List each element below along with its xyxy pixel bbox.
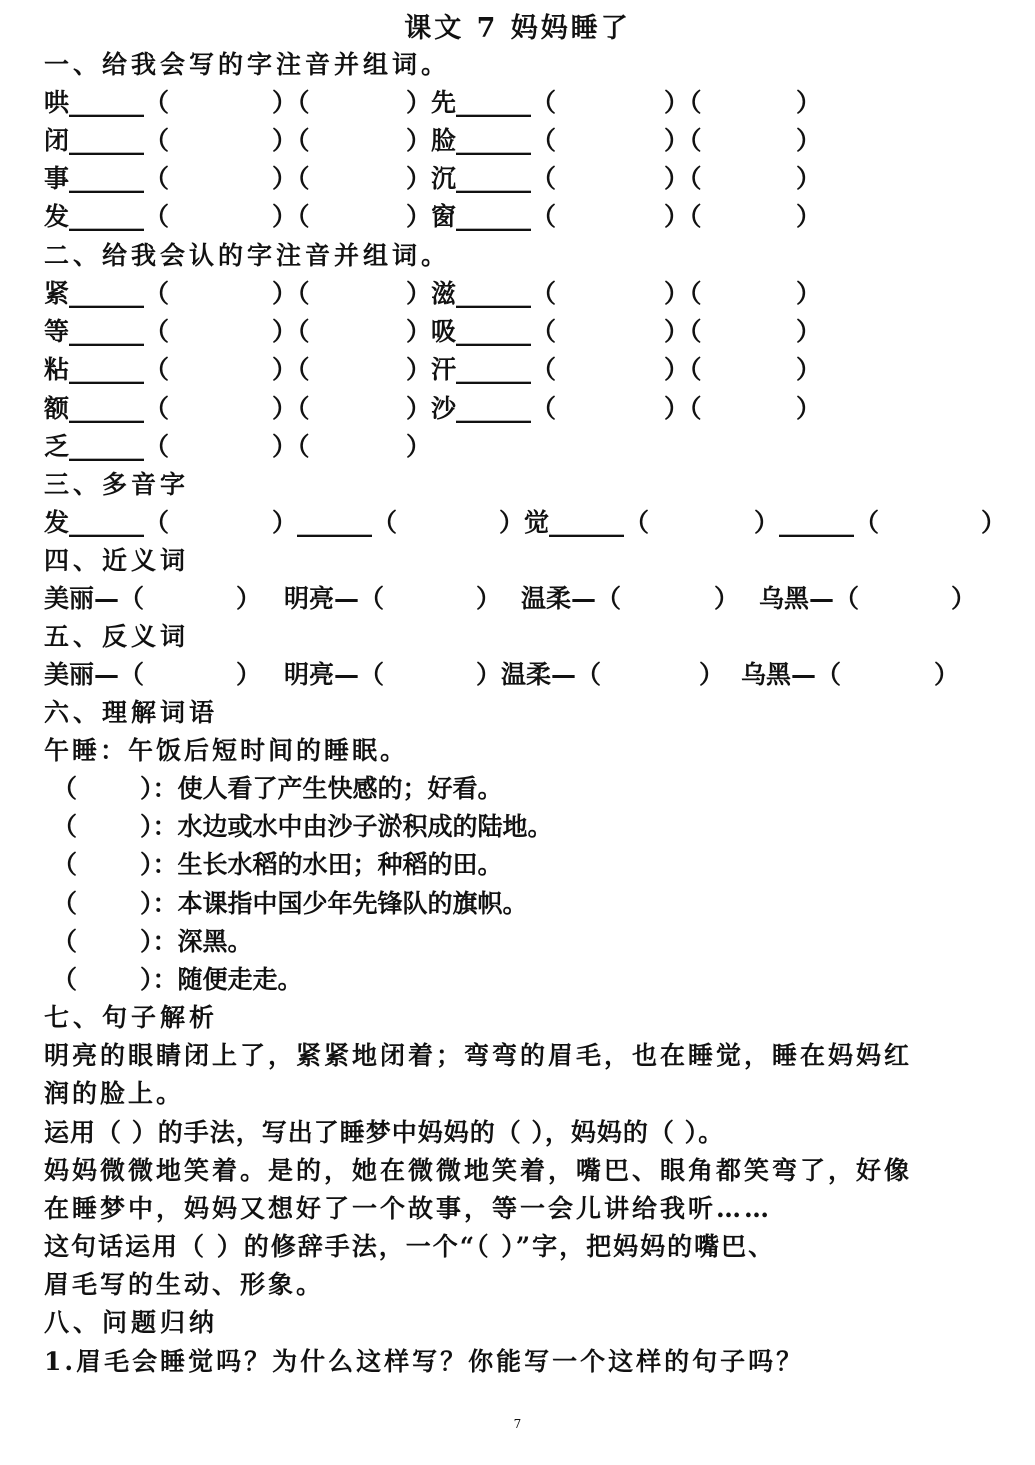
section-3-heading: 三、多音字: [44, 470, 190, 499]
cell: 哄______（: [44, 88, 170, 117]
cell: ）: [406, 432, 432, 461]
cell: ）: [476, 584, 502, 613]
cell: ）（: [272, 164, 310, 193]
cell: 等______（: [44, 317, 170, 346]
section-7-heading: 七、句子解析: [44, 1003, 219, 1032]
list-item: [52, 769, 1012, 807]
table-row: [44, 503, 1007, 541]
definition-text: ）：生长水稻的水田；种稻的田。: [140, 850, 503, 879]
table-row: [44, 312, 1004, 350]
cell: 紧______（: [44, 279, 170, 308]
cell: 发______（: [44, 202, 170, 231]
paragraph-line: 运用（ ）的手法，写出了睡梦中妈妈的（ ），妈妈的（ ）。: [44, 1118, 725, 1147]
cell: 温柔—（: [521, 584, 622, 613]
cell: ）: [796, 355, 822, 384]
cell: 乌黑—（: [759, 584, 860, 613]
list-item: [52, 807, 1012, 845]
cell: ）: [236, 660, 262, 689]
paren-open: （: [52, 774, 78, 803]
cell: ）: [796, 317, 822, 346]
paragraph-line: 润的脸上。: [44, 1079, 185, 1108]
cell: 额______（: [44, 394, 170, 423]
table-row: [44, 83, 1004, 121]
paragraph-line: 妈妈微微地笑着。是的，她在微微地笑着，嘴巴、眼角都笑弯了，好像: [44, 1156, 913, 1185]
cell: 乏______（: [44, 432, 170, 461]
cell: 美丽—（: [44, 660, 145, 689]
cell: 粘______（: [44, 355, 170, 384]
cell: ）（: [272, 202, 310, 231]
cell: ）汗______（: [406, 355, 557, 384]
cell: ）（: [664, 88, 702, 117]
example-definition: 午睡：午饭后短时间的睡眠。: [44, 736, 409, 765]
table-row: [44, 197, 1004, 235]
definition-text: ）：随便走走。: [140, 965, 303, 994]
page-number: 7: [513, 1417, 522, 1431]
paragraph-line: 眉毛写的生动、形象。: [44, 1270, 325, 1299]
list-item: [52, 922, 1012, 960]
cell: ）（: [664, 355, 702, 384]
cell: ）（: [272, 88, 310, 117]
section-8-heading: 八、问题归纳: [44, 1308, 219, 1337]
cell: ）: [796, 164, 822, 193]
paren-open: （: [52, 850, 78, 879]
cell: ）先______（: [406, 88, 557, 117]
table-row: [44, 579, 1004, 617]
cell: ）（: [664, 279, 702, 308]
cell: ）: [796, 202, 822, 231]
cell: ）: [796, 126, 822, 155]
cell: ）: [796, 279, 822, 308]
cell: ）（: [272, 432, 310, 461]
cell: ）: [699, 660, 725, 689]
cell: ）温柔—（: [476, 660, 602, 689]
cell: 明亮—（: [284, 660, 385, 689]
cell: ）吸______（: [406, 317, 557, 346]
cell: ）（: [664, 202, 702, 231]
cell: ）沉______（: [406, 164, 557, 193]
table-row: [44, 389, 1004, 427]
cell: 事______（: [44, 164, 170, 193]
definition-text: ）：深黑。: [140, 927, 253, 956]
cell: ）: [714, 584, 740, 613]
cell: 乌黑—（: [741, 660, 842, 689]
section-2-heading: 二、给我会认的字注音并组词。: [44, 241, 451, 270]
cell: ）觉______（: [499, 508, 650, 537]
section-4-heading: 四、近义词: [44, 546, 190, 575]
cell: ）（: [272, 355, 310, 384]
cell: ）沙______（: [406, 394, 557, 423]
paragraph-line: 明亮的眼睛闭上了，紧紧地闭着；弯弯的眉毛，也在睡觉，睡在妈妈红: [44, 1041, 913, 1070]
list-item: [52, 960, 1012, 998]
paren-open: （: [52, 965, 78, 994]
section-1-heading: 一、给我会写的字注音并组词。: [44, 50, 451, 79]
definition-text: ）：水边或水中由沙子淤积成的陆地。: [140, 812, 553, 841]
paragraph-line: 这句话运用（ ）的修辞手法，一个“（ ）”字，把妈妈的嘴巴、: [44, 1232, 776, 1261]
cell: ）滋______（: [406, 279, 557, 308]
table-row: [44, 655, 1004, 693]
cell: ）______（: [754, 508, 880, 537]
definition-text: ）：本课指中国少年先锋队的旗帜。: [140, 889, 528, 918]
cell: 发______（: [44, 508, 170, 537]
cell: ）（: [664, 164, 702, 193]
section-5-heading: 五、反义词: [44, 622, 190, 651]
cell: ）（: [664, 394, 702, 423]
cell: ）（: [272, 279, 310, 308]
cell: ）（: [272, 126, 310, 155]
cell: ）: [796, 88, 822, 117]
definition-text: ）：使人看了产生快感的；好看。: [140, 774, 503, 803]
table-row: [44, 274, 1004, 312]
cell: ）______（: [272, 508, 398, 537]
table-row: [44, 350, 1004, 388]
list-item: [52, 884, 1012, 922]
question-1: 1.眉毛会睡觉吗？为什么这样写？你能写一个这样的句子吗？: [44, 1347, 805, 1376]
cell: ）（: [664, 317, 702, 346]
cell: ）窗______（: [406, 202, 557, 231]
page-title: 课文 7 妈妈睡了: [404, 13, 631, 44]
cell: ）（: [664, 126, 702, 155]
paren-open: （: [52, 927, 78, 956]
paren-open: （: [52, 812, 78, 841]
cell: 美丽—（: [44, 584, 145, 613]
cell: ）: [236, 584, 262, 613]
cell: ）: [934, 660, 960, 689]
cell: ）脸______（: [406, 126, 557, 155]
cell: ）（: [272, 317, 310, 346]
list-item: [52, 845, 1012, 883]
table-row: [44, 427, 1004, 465]
cell: 闭______（: [44, 126, 170, 155]
paragraph-line: 在睡梦中，妈妈又想好了一个故事，等一会儿讲给我听……: [44, 1194, 773, 1223]
table-row: [44, 121, 1004, 159]
section-6-heading: 六、理解词语: [44, 698, 219, 727]
cell: ）: [796, 394, 822, 423]
paren-open: （: [52, 889, 78, 918]
table-row: [44, 159, 1004, 197]
cell: 明亮—（: [284, 584, 385, 613]
cell: ）: [951, 584, 977, 613]
cell: ）: [981, 508, 1007, 537]
cell: ）（: [272, 394, 310, 423]
